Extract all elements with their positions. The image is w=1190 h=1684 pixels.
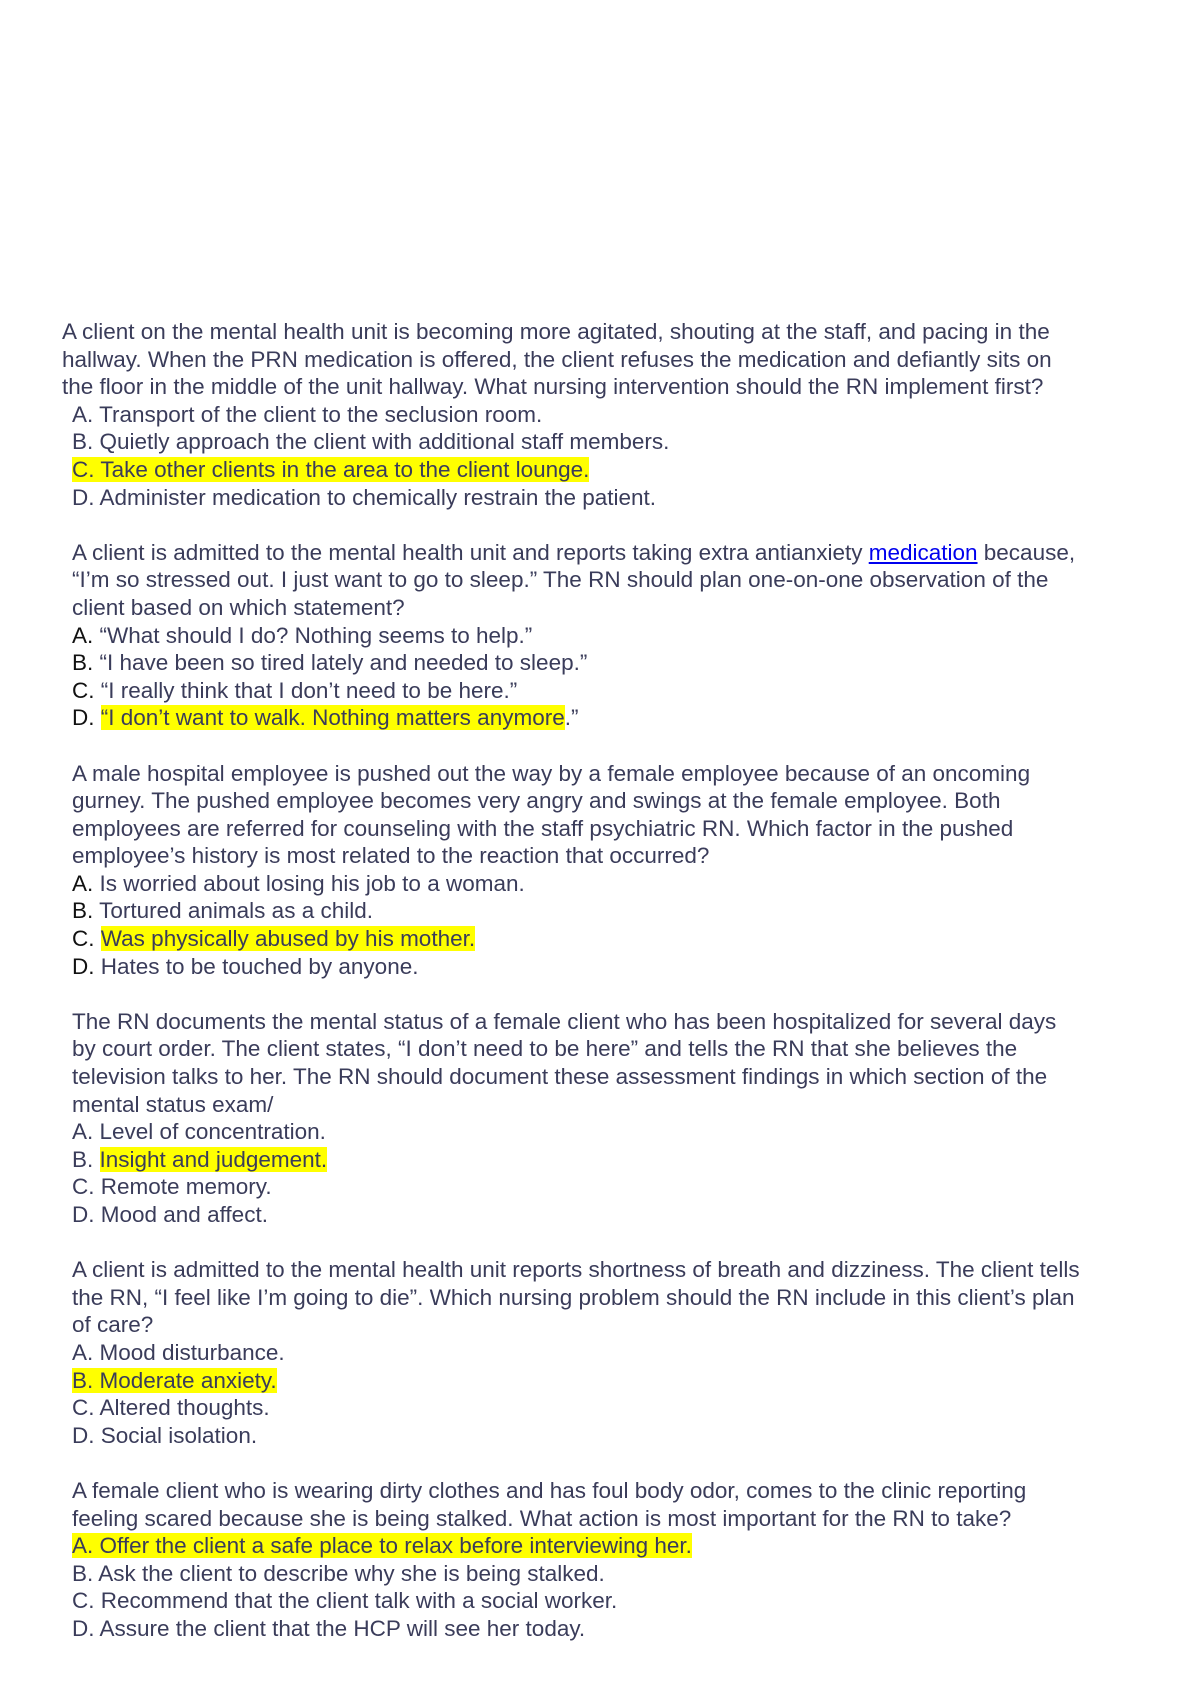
- answer-option-correct: [72, 704, 1162, 732]
- answer-highlight: C. Take other clients in the area to the client lounge.: [72, 456, 590, 482]
- answer-option: C. Recommend that the client talk with a social worker.: [72, 1588, 618, 1614]
- answer-option: A. Level of concentration.: [72, 1119, 326, 1145]
- answer-highlight: A. Offer the client a safe place to relax before interviewing her.: [72, 1533, 692, 1559]
- answer-option: C. Altered thoughts.: [72, 1395, 270, 1421]
- question-stem-line: employee’s history is most related to the reaction that occurred?: [72, 843, 710, 869]
- question-3: [62, 760, 1162, 981]
- answer-option: [72, 622, 1162, 650]
- answer-option: B. Quietly approach the client with additional staff members.: [72, 429, 670, 455]
- option-text: “What should I do? Nothing seems to help.”: [93, 622, 533, 648]
- answer-option: A. Transport of the client to the seclusion room.: [72, 401, 543, 427]
- question-stem-line: of care?: [72, 1312, 154, 1338]
- question-stem-line: the RN, “I feel like I’m going to die”. Which nursing problem should the RN include in this client’s plan: [72, 1284, 1075, 1310]
- stem-text: A client is admitted to the mental health unit and reports taking extra antianxiety: [72, 539, 869, 565]
- answer-highlight: Was physically abused by his mother.: [100, 926, 476, 952]
- option-letter: C.: [72, 677, 95, 703]
- answer-option: C. Remote memory.: [72, 1174, 272, 1200]
- answer-highlight: Insight and judgement.: [99, 1146, 328, 1172]
- option-text: Tortured animals as a child.: [93, 898, 373, 924]
- question-4: [62, 1008, 1162, 1229]
- option-letter: D.: [72, 953, 95, 979]
- question-stem-line: [72, 539, 1162, 567]
- answer-option: A. Mood disturbance.: [72, 1339, 285, 1365]
- question-stem-line: the floor in the middle of the unit hallway. What nursing intervention should the RN implement first?: [62, 374, 1044, 400]
- question-stem-line: client based on which statement?: [72, 594, 405, 620]
- stem-text: because,: [977, 539, 1076, 565]
- question-stem-line: gurney. The pushed employee becomes very angry and swings at the female employee. Both: [72, 788, 1001, 814]
- question-stem-line: mental status exam/: [72, 1091, 274, 1117]
- option-text: “I have been so tired lately and needed to sleep.”: [93, 650, 588, 676]
- answer-option-correct: [72, 1532, 1162, 1560]
- document-page: [62, 318, 1162, 1670]
- answer-option: B. Ask the client to describe why she is being stalked.: [72, 1560, 605, 1586]
- question-6: [62, 1477, 1162, 1643]
- answer-option: D. Social isolation.: [72, 1422, 258, 1448]
- question-stem-line: by court order. The client states, “I don’t need to be here” and tells the RN that she believes the: [72, 1036, 1018, 1062]
- option-text: Hates to be touched by anyone.: [94, 953, 419, 979]
- question-stem-line: A female client who is wearing dirty clothes and has foul body odor, comes to the clinic reporting: [72, 1477, 1027, 1503]
- option-letter: A.: [72, 870, 94, 896]
- answer-option-correct: [72, 456, 1162, 484]
- question-stem-line: hallway. When the PRN medication is offered, the client refuses the medication and defiantly sits on: [62, 346, 1052, 372]
- answer-option: [72, 953, 1162, 981]
- option-text: “I really think that I don’t need to be here.”: [94, 677, 518, 703]
- option-letter: A.: [72, 622, 94, 648]
- option-letter: B.: [72, 650, 94, 676]
- medication-link[interactable]: medication: [868, 539, 978, 565]
- question-stem-line: A client on the mental health unit is becoming more agitated, shouting at the staff, and pacing in the: [62, 319, 1050, 344]
- question-5: [62, 1256, 1162, 1449]
- answer-option: [72, 677, 1162, 705]
- answer-option: D. Mood and affect.: [72, 1202, 268, 1227]
- question-stem-line: “I’m so stressed out. I just want to go to sleep.” The RN should plan one-on-one observation of the: [72, 567, 1049, 593]
- question-stem-line: television talks to her. The RN should document these assessment findings in which section of the: [72, 1064, 1048, 1090]
- question-stem-line: employees are referred for counseling with the staff psychiatric RN. Which factor in the pushed: [72, 815, 1014, 841]
- option-text: .”: [564, 705, 579, 731]
- option-letter: C.: [72, 926, 95, 952]
- answer-option: [72, 897, 1162, 925]
- question-stem-line: The RN documents the mental status of a female client who has been hospitalized for several days: [72, 1008, 1057, 1034]
- answer-option: [72, 649, 1162, 677]
- answer-option: D. Administer medication to chemically restrain the patient.: [72, 484, 657, 510]
- answer-option-correct: [72, 1367, 1162, 1395]
- answer-highlight: B. Moderate anxiety.: [72, 1367, 277, 1393]
- answer-option: [72, 870, 1162, 898]
- option-text: Is worried about losing his job to a woman.: [93, 870, 525, 896]
- answer-highlight: “I don’t want to walk. Nothing matters anymore: [100, 705, 565, 731]
- answer-option-correct: [72, 1146, 1162, 1174]
- question-stem-line: feeling scared because she is being stalked. What action is most important for the RN to take?: [72, 1505, 1012, 1531]
- question-1: [62, 318, 1162, 511]
- question-stem-line: A male hospital employee is pushed out the way by a female employee because of an oncoming: [72, 760, 1031, 786]
- answer-option: D. Assure the client that the HCP will see her today.: [72, 1615, 586, 1641]
- option-letter: D.: [72, 705, 95, 731]
- option-letter: B.: [72, 898, 94, 924]
- question-2: [62, 539, 1162, 732]
- answer-option-correct: [72, 925, 1162, 953]
- option-letter: B.: [72, 1146, 100, 1172]
- question-stem-line: A client is admitted to the mental health unit reports shortness of breath and dizziness. The client tells: [72, 1257, 1080, 1283]
